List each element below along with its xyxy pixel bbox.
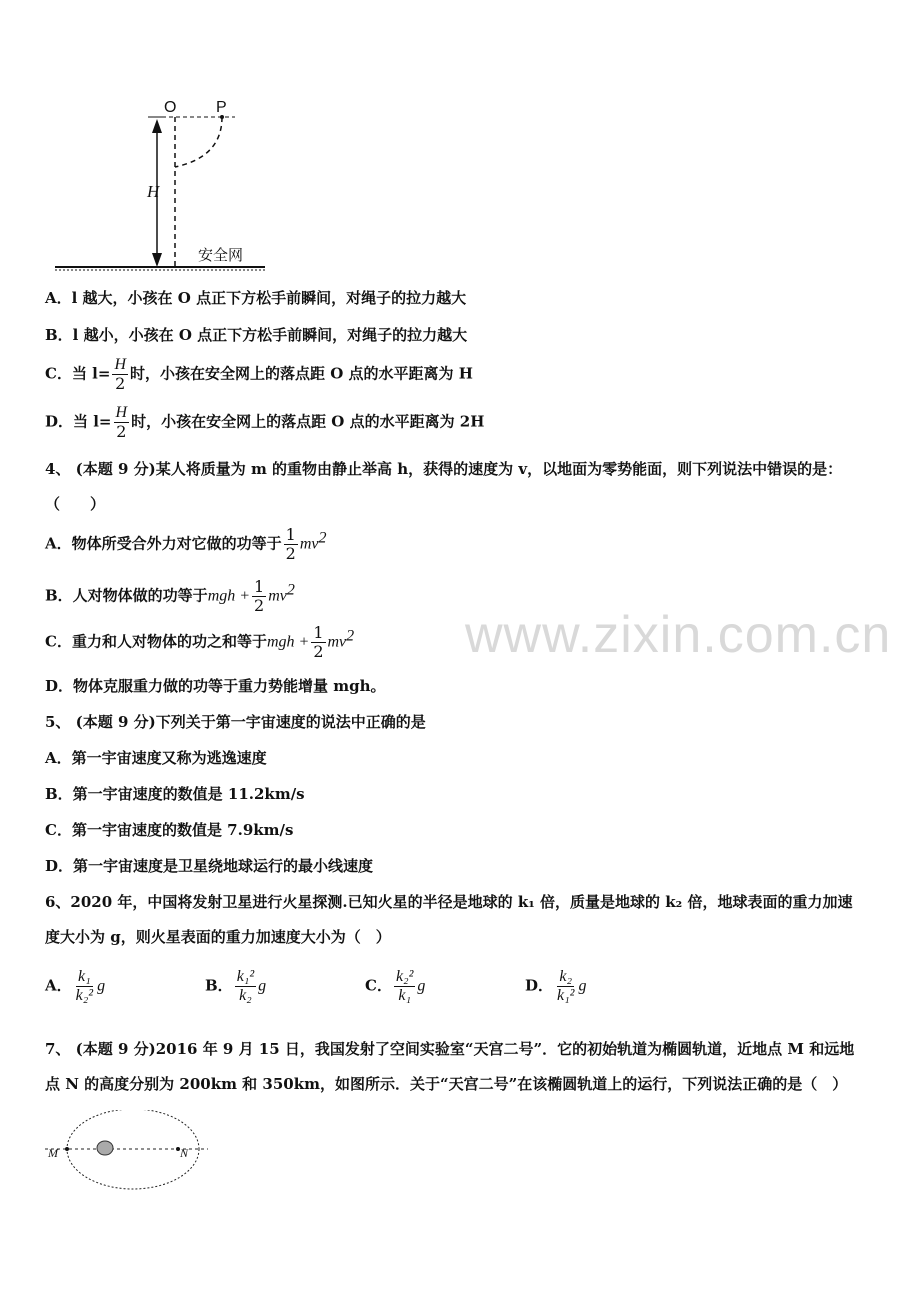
q6-option-d: D． $\frac{\text{k₂}}{\text{k₁²}}$ g [525,968,587,1004]
q4-option-c: C．重力和人对物体的功之和等于mgh + $\frac{1}{2}$ $mv^2$ [45,623,355,661]
q3-c-suffix: 时，小孩在安全网上的落点距 O 点的水平距离为 H [130,364,473,383]
pendulum-figure [40,95,280,280]
q4-option-d: D．物体克服重力做的功等于重力势能增量 mgh。 [45,677,386,695]
q3-option-c [45,356,473,393]
q4-option-b: B．人对物体做的功等于mgh + $\frac{1}{2}$ $mv^2$ [45,577,295,615]
q6-stem-line1: 6、2020 年，中国将发射卫星进行火星探测.已知火星的半径是地球的 k₁ 倍，质量是地球的 k₂ 倍，地球表面的重力加速 [45,893,853,911]
q3-option-d [45,404,484,441]
label-h: H [147,182,160,201]
q6-stem-line2: 度大小为 g，则火星表面的重力加速度大小为（ ） [45,928,391,946]
q7-stem-line2: 点 N 的高度分别为 200km 和 350km，如图所示．关于“天宫二号”在该椭圆轨道上的运行，下列说法正确的是（ ） [45,1075,848,1093]
q6-option-c: C． $\frac{\text{k₂²}}{\text{k₁}}$ g [365,968,426,1004]
label-m: M [48,1146,58,1160]
q3-c-fraction: $\frac{H}{2}$ [114,356,126,393]
q4-stem-line2: （ ） [45,495,106,513]
q3-d-suffix: 时，小孩在安全网上的落点距 O 点的水平距离为 2H [131,412,485,431]
q7-stem-line1: 7、 (本题 9 分)2016 年 9 月 15 日，我国发射了空间实验室“天宫二号”．它的初始轨道为椭圆轨道，近地点 M 和远地 [45,1040,855,1058]
q3-option-a: A．l 越大，小孩在 O 点正下方松手前瞬间，对绳子的拉力越大 [45,289,467,307]
q6-option-b: B． $\frac{\text{k₁²}}{\text{k₂}}$ g [205,968,267,1004]
q5-option-a: A．第一宇宙速度又称为逃逸速度 [45,749,267,767]
q4-stem-line1: 4、 (本题 9 分)某人将质量为 m 的重物由静止举高 h，获得的速度为 v，以地面为零势能面，则下列说法中错误的是： [45,460,843,478]
label-p: P [216,99,227,116]
q5-option-d: D．第一宇宙速度是卫星绕地球运行的最小线速度 [45,857,374,875]
q3-d-prefix: D．当 l= [45,412,112,431]
watermark: www.zixin.com.cn [465,606,892,664]
label-safety-net: 安全网 [198,247,244,264]
q4-option-a: A．物体所受合外力对它做的功等于 $\frac{1}{2}$ $mv^2$ [45,525,327,563]
q3-d-fraction: $\frac{H}{2}$ [115,404,128,441]
q3-option-b: B．l 越小，小孩在 O 点正下方松手前瞬间，对绳子的拉力越大 [45,326,468,344]
q5-stem: 5、 (本题 9 分)下列关于第一宇宙速度的说法中正确的是 [45,713,426,731]
q5-option-b: B．第一宇宙速度的数值是 11.2km/s [45,785,305,803]
q6-option-a: A． $\frac{\text{k₁}}{\text{k₂²}}$ g [45,968,106,1004]
q5-option-c: C．第一宇宙速度的数值是 7.9km/s [45,821,294,839]
q3-c-prefix: C．当 l= [45,364,111,383]
label-o: O [164,99,177,116]
orbit-figure [40,1110,215,1195]
label-n: N [180,1146,189,1160]
